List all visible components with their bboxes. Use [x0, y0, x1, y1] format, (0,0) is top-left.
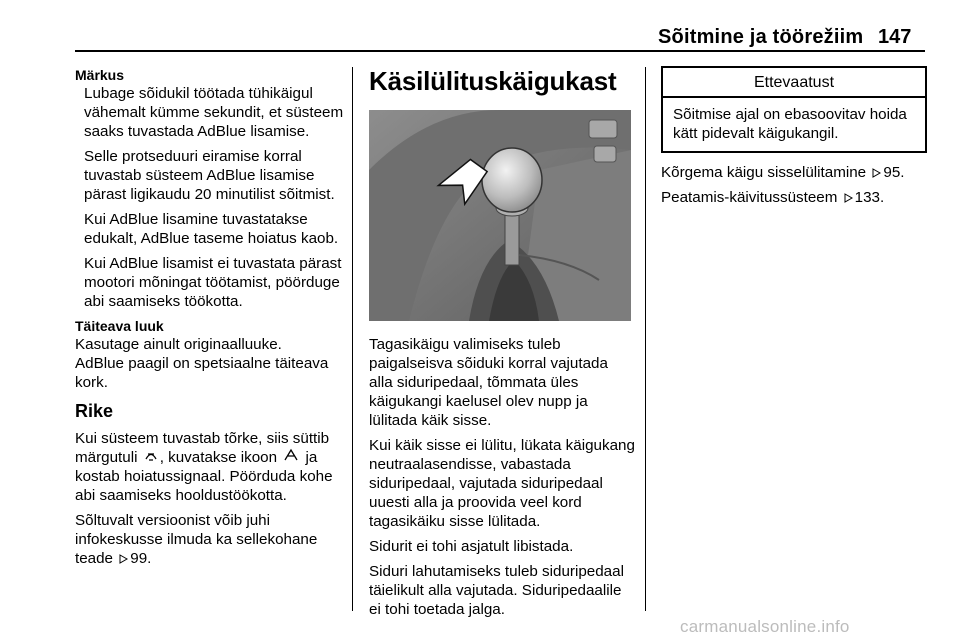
- note-heading: Märkus: [75, 67, 125, 83]
- fault-paragraph-2: Sõltuvalt versioonist võib juhi infokeskusse ilmuda ka sellekohane teade 99.: [75, 512, 318, 567]
- reference-arrow-icon: [872, 164, 881, 174]
- note-paragraph: Kui AdBlue lisamine tuvastatakse edukalt, AdBlue taseme hoiatus kaob.: [84, 211, 339, 247]
- note-paragraph: Lubage sõidukil töötada tühikäigul vähemalt kümme sekundit, et süsteem saaks tuvastada AdBlue lisamise.: [84, 85, 344, 140]
- reference-arrow-icon: [844, 189, 853, 199]
- caution-text: Sõitmise ajal on ebasoovitav hoida kätt pidevalt käigukangil.: [673, 106, 907, 142]
- adblue-icon: [283, 448, 299, 467]
- note-paragraph: Kui AdBlue lisamist ei tuvastata pärast mootori mõningat töötamist, pöörduge abi saamiseks töökotta.: [84, 255, 342, 310]
- note-paragraph: Selle protseduuri eiramise korral tuvastab süsteem AdBlue lisamise pärast ligikaudu 20 minutilist sõitmist.: [84, 148, 335, 203]
- filler-cap-heading: Täiteava luuk: [75, 318, 164, 334]
- paragraph: Tagasikäigu valimiseks tuleb paigalseisva sõiduki korral vajutada alla siduripedaal, tõmmata üles käigukangi kaelusel olev nupp ja lülitada käik sisse.: [369, 336, 608, 429]
- paragraph: Siduri lahutamiseks tuleb siduripedaal täielikult alla vajutada. Siduripedaalile ei tohi toetada jalga.: [369, 563, 624, 618]
- column-divider-1: [352, 67, 353, 611]
- fault-paragraph-1: Kui süsteem tuvastab tõrke, siis süttib märgutuli , kuvatakse ikoon ja kostab hoiatussignaal. Pöörduda kohe abi saamiseks hooldustöökotta.: [75, 430, 333, 504]
- paragraph: Sidurit ei tohi asjatult libistada.: [369, 538, 574, 555]
- header-rule: [75, 50, 925, 52]
- column-middle: [369, 66, 635, 625]
- filler-cap-text-1: Kasutage ainult originaalluuke.: [75, 336, 282, 353]
- gear-lever-illustration: [369, 110, 631, 321]
- adblue-warning-icon: [144, 448, 158, 467]
- page-reference[interactable]: 133.: [854, 189, 885, 206]
- cross-reference: Peatamis-käivitussüsteem 133.: [661, 189, 885, 206]
- paragraph: Kui käik sisse ei lülitu, lükata käigukang neutraalasendisse, vabastada siduripedaal, vajutada siduripedaal uuesti alla ja proovida veel kord tagasikäiku sisse lülitada.: [369, 437, 635, 530]
- watermark: carmanualsonline.info: [680, 617, 850, 636]
- page-reference[interactable]: 99.: [130, 550, 152, 567]
- page-number: 147: [878, 26, 912, 48]
- section-heading: Käsilülituskäigukast: [369, 66, 617, 96]
- column-divider-2: [645, 67, 646, 611]
- header-title: Sõitmine ja töörežiim: [658, 26, 864, 48]
- fault-heading: Rike: [75, 401, 114, 421]
- note-block: [75, 84, 345, 311]
- filler-cap-text-2: AdBlue paagil on spetsiaalne täiteava kork.: [75, 355, 329, 391]
- cross-reference: Kõrgema käigu sisselülitamine 95.: [661, 164, 905, 181]
- caution-title: Ettevaatust: [663, 68, 925, 98]
- reference-arrow-icon: [119, 550, 128, 560]
- column-left: [75, 66, 345, 574]
- caution-box: [661, 66, 927, 153]
- page-reference[interactable]: 95.: [883, 164, 905, 181]
- column-right: [661, 66, 927, 213]
